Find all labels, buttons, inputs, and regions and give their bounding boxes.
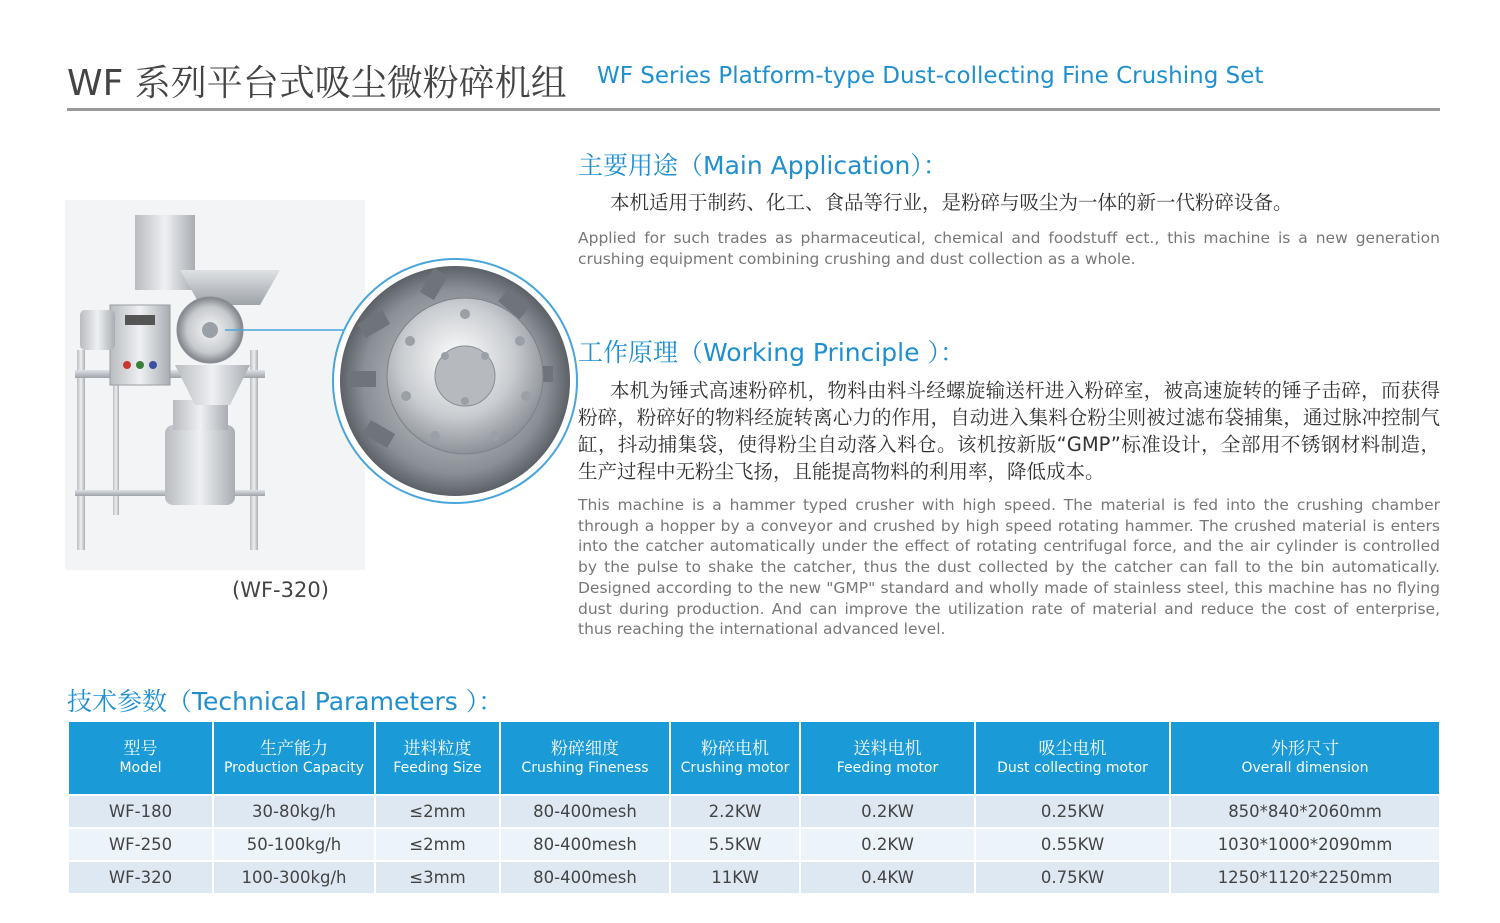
table-cell: 850*840*2060mm: [1170, 795, 1440, 828]
table-cell: 100-300kg/h: [213, 861, 375, 894]
table-row: [68, 828, 1440, 861]
column-header: 粉碎细度 Crushing Fineness: [500, 722, 670, 795]
table-cell: 1030*1000*2090mm: [1170, 828, 1440, 861]
header-divider: [67, 108, 1440, 111]
working-principle-text-cn: 本机为锤式高速粉碎机，物料由料斗经螺旋输送杆进入粉碎室，被高速旋转的锤子击碎，而获得粉碎，粉碎好的物料经旋转离心力的作用，自动进入集料仓粉尘则被过滤布袋捕集，通过脉冲控制气缸，抖动捕集袋，使得粉尘自动落入料仓。该机按新版“GMP”标准设计，全部用不锈钢材料制造，生产过程中无粉尘飞扬，且能提高物料的利用率，降低成本。: [578, 379, 1440, 483]
column-header: 型号 Model: [68, 722, 213, 795]
table-cell: 1250*1120*2250mm: [1170, 861, 1440, 894]
column-header: 吸尘电机 Dust collecting motor: [975, 722, 1170, 795]
table-cell: 80-400mesh: [500, 795, 670, 828]
table-cell: 0.55KW: [975, 828, 1170, 861]
table-cell: 50-100kg/h: [213, 828, 375, 861]
table-cell: 5.5KW: [670, 828, 800, 861]
table-cell: 0.75KW: [975, 861, 1170, 894]
table-row: [68, 795, 1440, 828]
working-principle-title: 工作原理（Working Principle ）：: [578, 338, 965, 367]
table-cell: 80-400mesh: [500, 828, 670, 861]
page-title-en: WF Series Platform-type Dust-collecting Fine Crushing Set: [597, 63, 1264, 89]
column-header: 进料粒度 Feeding Size: [375, 722, 500, 795]
table-cell: 30-80kg/h: [213, 795, 375, 828]
table-cell: WF-250: [68, 828, 213, 861]
page-title-cn: WF 系列平台式吸尘微粉碎机组: [67, 63, 567, 104]
table-cell: 0.25KW: [975, 795, 1170, 828]
table-cell: WF-320: [68, 861, 213, 894]
column-header: 生产能力 Production Capacity: [213, 722, 375, 795]
machine-image: [65, 200, 365, 570]
table-cell: ≤2mm: [375, 795, 500, 828]
technical-parameters-title: 技术参数（Technical Parameters ）：: [67, 687, 504, 716]
column-header: 粉碎电机 Crushing motor: [670, 722, 800, 795]
table-cell: 0.2KW: [800, 828, 975, 861]
main-application-title: 主要用途（Main Application）：: [578, 151, 948, 180]
column-header: 送料电机 Feeding motor: [800, 722, 975, 795]
table-cell: 0.4KW: [800, 861, 975, 894]
table-cell: 80-400mesh: [500, 861, 670, 894]
technical-parameters-table: [67, 722, 1441, 895]
main-application-text-cn: 本机适用于制药、化工、食品等行业，是粉碎与吸尘为一体的新一代粉碎设备。: [610, 191, 1293, 214]
table-cell: ≤2mm: [375, 828, 500, 861]
table-header-row: [68, 722, 1440, 795]
table-cell: 11KW: [670, 861, 800, 894]
working-principle-text-en: This machine is a hammer typed crusher with high speed. The material is fed into the crushing chamber through a hopper by a conveyor and crushed by high speed rotating hammer. The crushed material is enters into the catcher automatically under the effect of rotating centrifugal force, and the air cylinder is controlled by the pulse to shake the catcher, thus the dust collected by the catcher can fall to the bin automatically. Designed according to the new "GMP" standard and wholly made of stainless steel, this machine has no flying dust during production. And can improve the utilization rate of material and reduce the cost of enterprise, thus reaching the international advanced level.: [578, 496, 1440, 639]
column-header: 外形尺寸 Overall dimension: [1170, 722, 1440, 795]
main-application-text-en: Applied for such trades as pharmaceutical, chemical and foodstuff ect., this machine is a new generation crushing equipment combining crushing and dust collection as a whole.: [578, 229, 1440, 268]
table-row: [68, 861, 1440, 894]
table-cell: 2.2KW: [670, 795, 800, 828]
table-cell: WF-180: [68, 795, 213, 828]
crushing-chamber-detail-image: [330, 256, 580, 506]
table-cell: ≤3mm: [375, 861, 500, 894]
table-cell: 0.2KW: [800, 795, 975, 828]
image-caption: (WF-320): [232, 578, 329, 602]
